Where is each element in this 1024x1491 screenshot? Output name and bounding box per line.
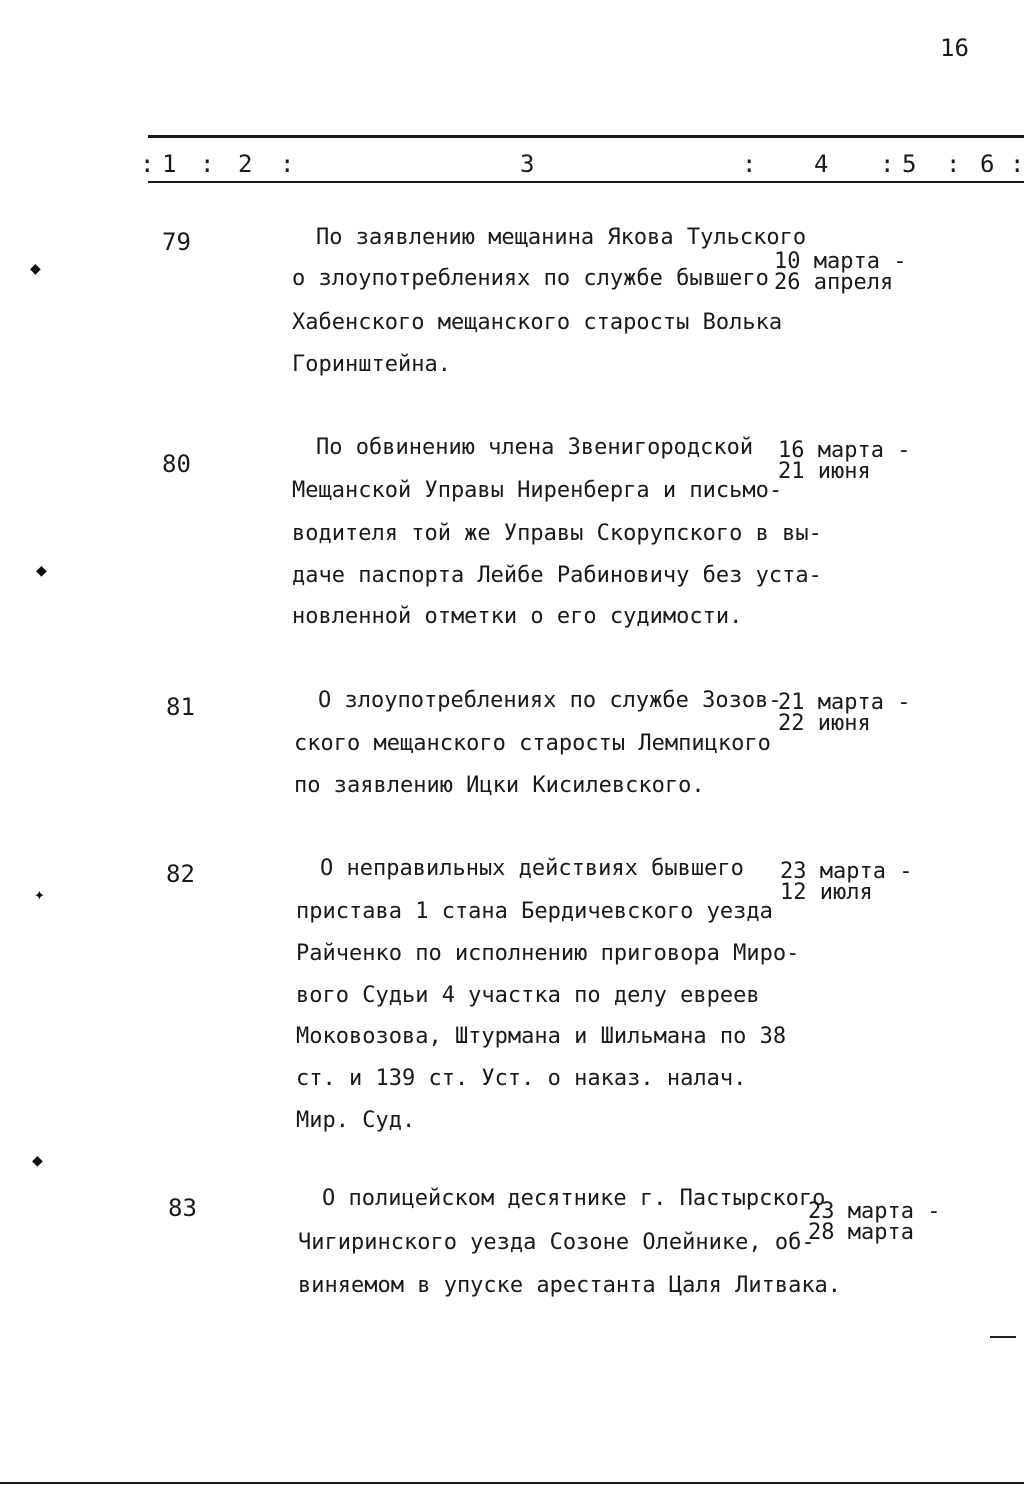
- column-header-2: 2: [238, 150, 253, 178]
- entry-number: 82: [166, 860, 195, 888]
- description-line: ского мещанского старосты Лемпицкого: [294, 731, 771, 756]
- entry-dates: [808, 1201, 940, 1243]
- description-line: даче паспорта Лейбе Рабиновичу без уста-: [292, 563, 822, 588]
- description-line: О полицейском десятнике г. Пастырского: [322, 1186, 826, 1211]
- description-line: ст. и 139 ст. Уст. о наказ. налач.: [296, 1066, 747, 1091]
- entry-dates: [778, 692, 910, 734]
- date-end: 21 июня: [778, 459, 871, 484]
- date-start: 16 марта -: [778, 438, 911, 463]
- date-start: 21 марта -: [778, 690, 911, 715]
- binder-mark-icon: ✦: [34, 884, 45, 905]
- header-separator: :: [742, 150, 757, 178]
- entry-dates: [778, 440, 910, 482]
- description-line: О неправильных действиях бывшего: [320, 856, 744, 881]
- description-line: новленной отметки о его судимости.: [292, 604, 743, 629]
- description-line: вого Судьи 4 участка по делу евреев: [296, 983, 760, 1008]
- entry-number: 80: [162, 450, 191, 478]
- header-separator: :: [1010, 150, 1024, 178]
- date-end: 12 июля: [780, 880, 873, 905]
- description-line: Мещанской Управы Ниренберга и письмо-: [292, 478, 783, 503]
- header-rule-top: [148, 135, 1024, 138]
- description-line: пристава 1 стана Бердичевского уезда: [296, 899, 773, 924]
- column-header-5: 5: [902, 150, 917, 178]
- description-line: Чигиринского уезда Созоне Олейнике, об-: [298, 1230, 815, 1255]
- binder-mark-icon: ◆: [36, 560, 47, 581]
- entry-number: 81: [166, 693, 195, 721]
- entry-number: 83: [168, 1194, 197, 1222]
- header-separator: :: [140, 150, 155, 178]
- date-start: 23 марта -: [780, 859, 913, 884]
- column-header-1: 1: [162, 150, 177, 178]
- page-number: 16: [940, 34, 969, 62]
- description-line: Горинштейна.: [292, 352, 451, 377]
- entry-dates: [774, 251, 906, 293]
- header-rule-bottom: [148, 181, 1024, 183]
- description-line: Райченко по исполнению приговора Миро-: [296, 941, 800, 966]
- bottom-rule: [0, 1482, 1024, 1484]
- date-start: 23 марта -: [808, 1199, 941, 1224]
- margin-dash: [990, 1336, 1016, 1338]
- column-header-6: 6: [980, 150, 995, 178]
- entry-dates: [780, 861, 912, 903]
- header-separator: :: [280, 150, 295, 178]
- date-start: 10 марта -: [774, 249, 907, 274]
- description-line: Мир. Суд.: [296, 1108, 416, 1133]
- header-separator: :: [880, 150, 895, 178]
- date-end: 22 июня: [778, 711, 871, 736]
- date-end: 26 апреля: [774, 270, 894, 295]
- column-header-3: 3: [520, 150, 535, 178]
- description-line: водителя той же Управы Скорупского в вы-: [292, 521, 822, 546]
- description-line: Моковозова, Штурмана и Шильмана по 38: [296, 1024, 787, 1049]
- binder-mark-icon: ◆: [32, 1150, 43, 1171]
- entry-number: 79: [162, 228, 191, 256]
- description-line: О злоупотреблениях по службе Зозов-: [318, 688, 782, 713]
- description-line: По заявлению мещанина Якова Тульского: [316, 225, 807, 250]
- header-separator: :: [200, 150, 215, 178]
- binder-mark-icon: ◆: [30, 258, 41, 279]
- description-line: виняемом в упуске арестанта Цаля Литвака.: [298, 1273, 842, 1298]
- description-line: Хабенского мещанского старосты Волька: [292, 310, 783, 335]
- date-end: 28 марта: [808, 1220, 914, 1245]
- description-line: По обвинению члена Звенигородской: [316, 435, 754, 460]
- description-line: о злоупотреблениях по службе бывшего: [292, 266, 769, 291]
- header-separator: :: [946, 150, 961, 178]
- description-line: по заявлению Ицки Кисилевского.: [294, 773, 705, 798]
- column-header-4: 4: [814, 150, 829, 178]
